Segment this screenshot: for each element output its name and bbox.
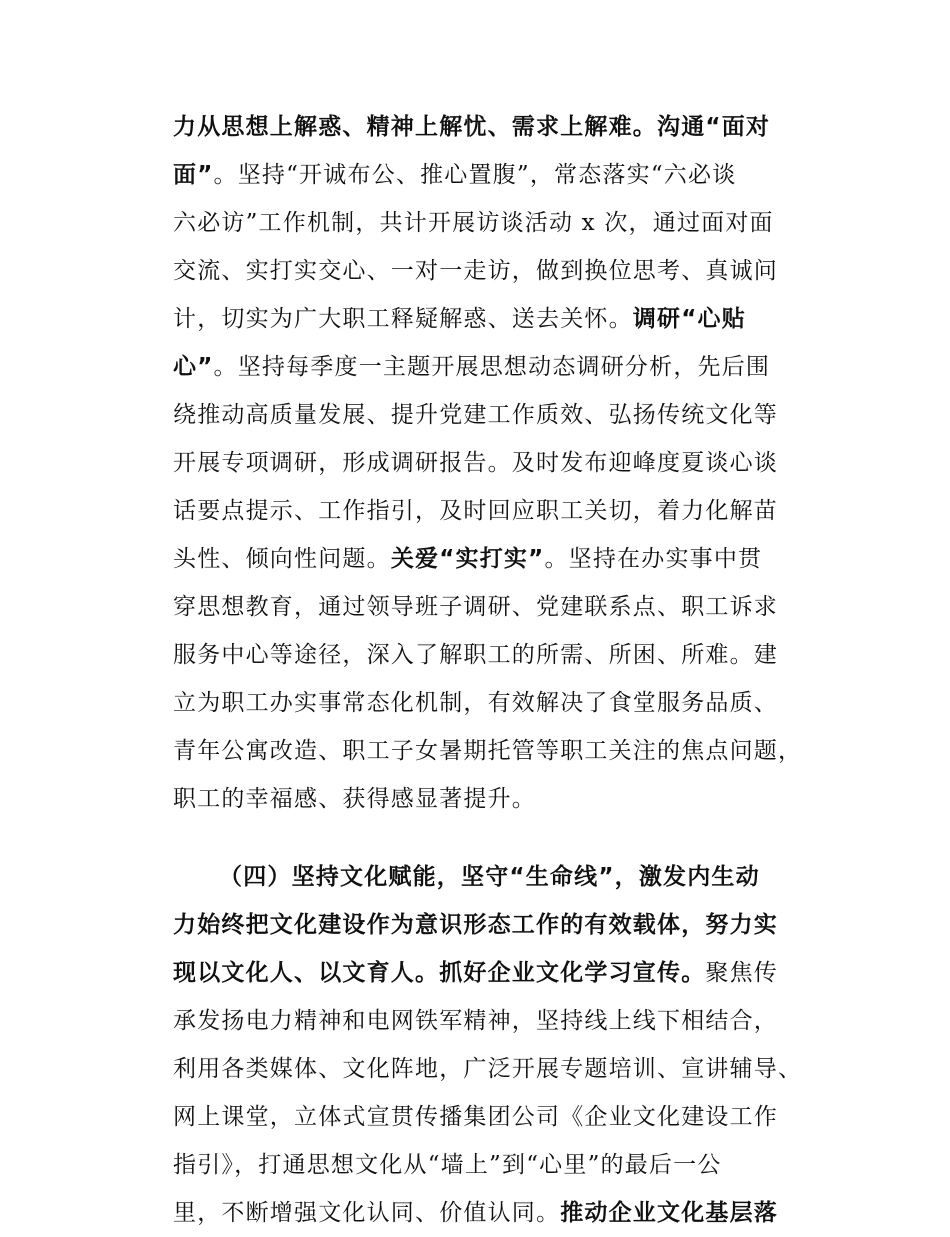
text-run: 服务中心等途径，深入了解职工的所需、所困、所难。建: [173, 642, 778, 668]
text-line: [173, 535, 805, 583]
bold-text-run: 力从思想上解惑、精神上解忧、需求上解难。沟通“面对: [173, 114, 771, 140]
body-paragraph-2-section-four: [173, 853, 805, 1237]
bold-text-run: 力始终把文化建设作为意识形态工作的有效载体，努力实: [173, 912, 778, 938]
text-run: 交流、实打实交心、一对一走访，做到换位思考、真诚问: [173, 258, 778, 284]
text-run: 。坚持每季度一主题开展思想动态调研分析，先后围: [213, 354, 771, 380]
text-line: [173, 997, 805, 1045]
text-run: 开展专项调研，形成调研报告。及时发布迎峰度夏谈心谈: [173, 450, 778, 476]
text-line: [173, 199, 805, 247]
text-line: [173, 439, 805, 487]
text-line: [173, 247, 805, 295]
text-run: 。坚持在办实事中贯: [544, 546, 763, 572]
text-run: 利用各类媒体、文化阵地，广泛开展专题培训、宣讲辅导、: [173, 1056, 803, 1082]
text-line: [173, 583, 805, 631]
text-run: 话要点提示、工作指引，及时回应职工关切，着力化解苗: [173, 498, 778, 524]
text-line: [173, 1093, 805, 1141]
text-run: 穿思想教育，通过领导班子调研、党建联系点、职工诉求: [173, 594, 778, 620]
text-run: 计，切实为广大职工释疑解惑、送去关怀。: [173, 306, 633, 332]
text-line: [173, 853, 805, 901]
bold-text-run: （四）坚持文化赋能，坚守“生命线”，激发内生动: [219, 864, 760, 890]
text-line: [173, 103, 805, 151]
text-line: [173, 901, 805, 949]
text-run: 里，不断增强文化认同、价值认同。: [173, 1200, 561, 1226]
text-line: [173, 1045, 805, 1093]
bold-text-run: 面”: [173, 162, 214, 188]
text-run: 绕推动高质量发展、提升党建工作质效、弘扬传统文化等: [173, 402, 778, 428]
paragraph-gap: [173, 823, 805, 853]
text-line: [173, 295, 805, 343]
text-line: [173, 949, 805, 997]
text-line: [173, 151, 805, 199]
text-run: 承发扬电力精神和电网铁军精神，坚持线上线下相结合，: [173, 1008, 778, 1034]
bold-text-run: 关爱“实打实”: [390, 546, 545, 572]
bold-text-run: 调研“心贴: [632, 306, 746, 332]
text-line: [173, 727, 805, 775]
text-run: 。坚持“开诚布公、推心置腹”，常态落实“六必谈: [213, 162, 737, 188]
text-line: [173, 1141, 805, 1189]
text-run: 网上课堂，立体式宣贯传播集团公司《企业文化建设工作: [173, 1104, 778, 1130]
text-line: [173, 631, 805, 679]
text-run: 头性、倾向性问题。: [173, 546, 391, 572]
bold-text-run: 推动企业文化基层落: [560, 1200, 779, 1226]
text-run: 六必访”工作机制，共计开展访谈活动 x 次，通过面对面: [173, 210, 774, 236]
text-line: [173, 679, 805, 727]
text-run: 聚焦传: [705, 960, 779, 986]
text-line: [173, 391, 805, 439]
text-line: [173, 487, 805, 535]
bold-text-run: 心”: [173, 354, 214, 380]
body-paragraph-1: [173, 103, 805, 823]
document-page: [173, 103, 805, 1237]
text-line: [173, 775, 805, 823]
text-run: 指引》，打通思想文化从“墙上”到“心里”的最后一公: [173, 1152, 722, 1178]
text-line: [173, 343, 805, 391]
bold-text-run: 现以文化人、以文育人。抓好企业文化学习宣传。: [173, 960, 706, 986]
text-run: 职工的幸福感、获得感显著提升。: [173, 786, 536, 812]
text-run: 立为职工办实事常态化机制，有效解决了食堂服务品质、: [173, 690, 778, 716]
text-run: 青年公寓改造、职工子女暑期托管等职工关注的焦点问题，: [173, 738, 803, 764]
